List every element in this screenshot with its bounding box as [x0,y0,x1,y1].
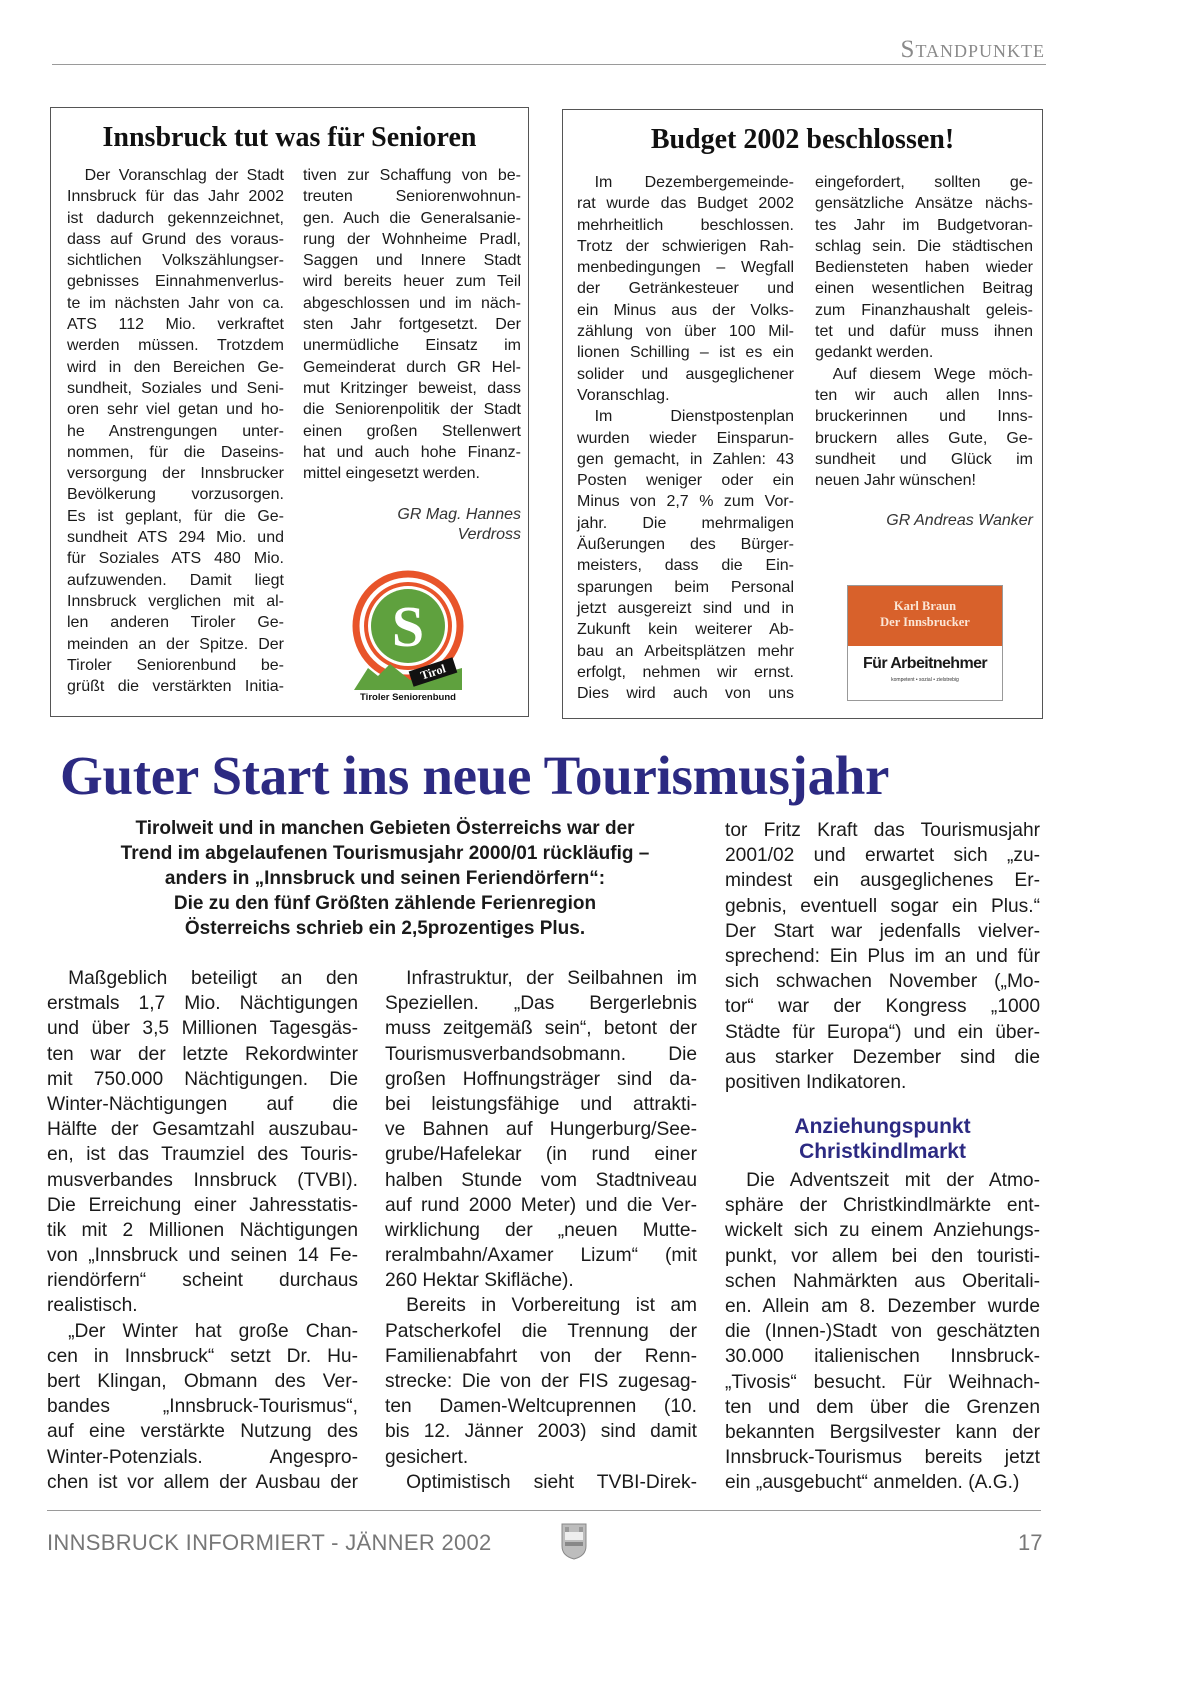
text-line: Hälfte der Gesamtzahl auszubau- [47,1119,358,1141]
text-line: Maßgeblich beteiligt an den [68,968,358,989]
text-line: sundheit und Glück im [815,450,1033,468]
ad-name: Karl Braun [893,599,957,613]
text-line: von „Innsbruck und seinen 14 Fe- [47,1245,358,1267]
text-line: unermüdliche Einsatz im [303,337,521,355]
ad-tagline: kompetent • sozial • zielstrebig [891,677,959,683]
text-line: dass auf Grund des voraus- [67,230,284,248]
text-line: Die Adventszeit mit der Atmo- [746,1170,1040,1191]
text-line: wird bereits heuer zum Teil [303,273,521,291]
text-line: Speziellen. „Das Bergerlebnis [385,993,697,1015]
text-line: 30.000 italienischen Innsbruck- [725,1346,1040,1368]
text-line: schlag sein. Die städtischen [815,237,1033,255]
text-line: strecke: Die von der FIS zugesag- [385,1371,697,1392]
text-line: gesichert. [385,1446,469,1468]
text-line: punkt, vor allem bei den touristi- [725,1245,1040,1267]
text-line: bert Klingan, Obmann des Ver- [47,1371,358,1392]
text-line: auf rund 2000 Meter) und die Ver- [385,1194,697,1216]
article-deck [45,816,725,941]
text-line: Winter-Potenzials. Angespro- [47,1446,358,1468]
text-line: realistisch. [47,1295,138,1317]
text-line: halben Stunde vom Stadtniveau [385,1169,697,1191]
text-line: Familienabfahrt von der Renn- [385,1345,697,1367]
article-column-3-top [725,818,1040,1095]
karl-braun-ad [847,585,1003,701]
subheading-line: Christkindlmarkt [799,1140,966,1163]
text-line: ATS 112 Mio. verkraftet [67,316,284,334]
text-column [303,165,521,484]
text-line: gebnis, eventuell sogar ein Plus.“ [725,895,1040,917]
text-line: he Anstrengungen unter- [67,422,284,440]
deck-line: Die zu den fünf Größten zählende Ferienregion [173,893,597,914]
ad-subtitle: Der Innsbrucker [880,615,970,629]
text-line: Der Voranschlag der Stadt [84,167,284,184]
text-line: mittel eingesetzt werden. [303,465,480,483]
text-line: bekannten Bergsilvester kann der [725,1421,1040,1443]
article-column-1 [47,966,358,1495]
ad-banner [848,586,1002,646]
signature-line: GR Mag. Hannes [397,506,521,523]
text-line: aufzuwenden. Damit liegt [67,571,284,589]
text-line: Zukunft kein weiterer Ab- [577,621,794,639]
text-line: Es ist geplant, für die Ge- [67,507,284,525]
text-line: Tiroler Seniorenbund be- [67,656,284,674]
text-line: sundheit, Soziales und Seni- [67,379,284,397]
text-line: die Seniorenpolitik der Stadt [303,401,521,419]
text-line: ve Bahnen auf Hungerburg/See- [385,1119,697,1141]
text-line: eingefordert, sollten ge- [815,174,1033,191]
svg-text:Tiroler Seniorenbund: Tiroler Seniorenbund [360,692,456,703]
text-line: ten wir auch allen Inns- [815,386,1033,404]
text-line: sich schwachen November („Mo- [725,971,1040,993]
text-line: gebnisses Einnahmenverlus- [67,273,284,291]
innsbruck-crest-icon [560,1522,588,1560]
text-line: der Getränkesteuer und [577,280,794,298]
signature-line: Verdross [457,526,521,543]
text-line: auf eine verstärkte Nutzung des [47,1421,358,1443]
text-line: Der Start war jedenfalls vielver- [725,920,1040,942]
svg-text:Tirol: Tirol [418,661,448,683]
text-line: Die Erreichung einer Jahresstatis- [47,1194,358,1216]
text-line: „Der Winter hat große Chan- [68,1320,358,1342]
section-label: Standpunkte [900,36,1045,63]
subheading-line: Anziehungspunkt [794,1115,971,1138]
text-line: meinden an der Spitze. Der [67,635,284,653]
text-line: musverbandes Innsbruck (TVBI). [47,1169,358,1191]
text-line: Optimistisch sieht TVBI-Direk- [406,1471,697,1493]
text-line: für Soziales ATS 480 Mio. [67,550,284,568]
text-line: Bediensteten haben wieder [815,259,1033,277]
text-line: treuten Seniorenwohnun- [303,188,521,206]
text-line: meisters, dass die Ein- [577,557,794,575]
article-column-2 [385,966,697,1495]
text-line: bruckern alles Gute, Ge- [815,429,1033,447]
text-line: ein Minus aus der Volks- [577,301,794,319]
text-line: ten war der letzte Rekordwinter [47,1043,358,1065]
footer-rule [47,1510,1041,1511]
text-column [577,172,794,704]
text-line: Winter-Nächtigungen auf die [47,1093,358,1115]
box-title: Innsbruck tut was für Senioren [102,122,477,153]
text-line: tik mit 2 Millionen Nächtigungen [47,1219,358,1241]
text-line: Trotz der schwierigen Rah- [577,237,794,255]
text-line: Minus von 2,7 % zum Vor- [577,493,794,511]
text-line: schen Nahmärkten aus Oberitali- [725,1270,1040,1292]
text-line: oren sehr viel getan und ho- [67,401,284,419]
publication-info: INNSBRUCK INFORMIERT - JÄNNER 2002 [47,1530,492,1555]
text-line: jetzt ausgereizt sind und in [577,599,794,617]
text-line: Voranschlag. [577,386,670,404]
text-line: einen großen Stellenwert [303,422,521,440]
text-line: Städte für Europa“) und ein über- [725,1021,1040,1043]
text-line: Dies wird auch von uns [577,685,794,703]
text-line: großen Hoffnungsträger sind da- [385,1068,697,1090]
text-line: tet und dafür muss ihnen [815,323,1033,341]
text-line: bruckerinnen und Inns- [815,408,1033,426]
text-line: Tourismusverbandsobmann. Die [385,1043,697,1065]
text-line: cen in Innsbruck“ setzt Dr. Hu- [47,1345,358,1367]
text-line: Im Dienstpostenplan [594,408,794,426]
text-line: wird in den Bereichen Ge- [67,358,284,376]
text-line: hat und auch hohe Finanz- [303,443,521,461]
text-line: gen gemacht, in Zahlen: 43 [577,450,794,468]
text-line: Innsbruck für das Jahr 2002 [67,188,284,206]
text-column [815,172,1033,491]
text-line: reralmbahn/Axamer Lizum“ (mit [385,1245,697,1267]
text-line: wickelt sich zu einem Anziehungs- [725,1220,1040,1242]
text-line: aus starker Dezember sind die [725,1046,1040,1068]
text-line: riendörfern“ scheint durchaus [47,1270,358,1292]
text-line: bei leistungsfähige und attrakti- [385,1093,697,1115]
text-line: 2001/02 und erwartet sich „zu- [725,845,1040,867]
text-line: wirklichung der „neuen Mutte- [385,1219,697,1241]
article-column-3-bottom [725,1168,1040,1495]
text-line: chen ist vor allem der Ausbau der [47,1471,358,1493]
text-line: rat wurde das Budget 2002 [577,195,794,213]
text-line: bandes „Innsbruck-Tourismus“, [47,1396,358,1418]
box-title: Budget 2002 beschlossen! [650,124,955,155]
deck-line: anders in „Innsbruck und seinen Feriendörfern“: [164,868,606,889]
text-line: Innsbruck-Tourismus bereits jetzt [725,1447,1040,1469]
text-line: zählung von über 100 Mil- [577,323,794,341]
text-line: grube/Hafelekar (in rund einer [385,1144,697,1166]
text-line: wurden wieder Einsparun- [577,429,794,447]
text-line: en. Allein am 8. Dezember wurde [725,1295,1040,1317]
text-line: abgeschlossen und im näch- [303,294,521,312]
text-line: grüßt die verstärkten Initia- [67,678,284,696]
page-number: 17 [1018,1530,1043,1555]
text-line: Infrastruktur, der Seilbahnen im [406,968,697,989]
text-line: Innsbruck verglichen mit al- [67,592,284,610]
text-line: mit 750.000 Nächtigungen. Die [47,1068,358,1090]
text-line: die (Innen-)Stadt von geschätzten [725,1321,1040,1343]
text-line: erstmals 1,7 Mio. Nächtigungen [47,993,358,1015]
text-line: rung der Wohnheime Pradl, [303,230,521,248]
text-line: sprechend: Ein Plus im an und für [725,945,1040,967]
text-line: einen wesentlichen Beitrag [815,280,1033,298]
header-rule [52,64,1046,65]
text-line: 260 Hektar Skifläche). [385,1270,574,1292]
text-line: neuen Jahr wünschen! [815,472,976,490]
text-line: Saggen und Innere Stadt [303,252,521,270]
text-line: Bevölkerung vorzusorgen. [67,486,284,504]
article-subheading [725,1114,1040,1164]
deck-line: Tirolweit und in manchen Gebieten Österreichs war der [135,818,635,839]
author-signature [815,511,1033,531]
text-line: gensätzliche Ansätze nächs- [815,195,1033,213]
text-line: und über 3,5 Millionen Tagesgäs- [47,1018,358,1040]
text-line: ein „ausgebucht“ anmelden. (A.G.) [725,1472,1020,1494]
text-line: erfolgt, nehmen wir ernst. [577,663,794,681]
text-line: tiven zur Schaffung von be- [303,167,521,184]
tiroler-seniorenbund-logo [350,568,468,703]
text-line: versorgung der Innsbrucker [67,465,284,483]
text-line: Im Dezembergemeinde- [594,174,794,191]
ad-slogan: Für Arbeitnehmer [862,655,988,672]
text-line: gedankt werden. [815,344,934,362]
text-line: gen. Auch die Generalsanie- [303,209,521,227]
text-line: te im nächsten Jahr von ca. [67,294,284,312]
text-line: ist dadurch gekennzeichnet, [67,209,284,227]
text-line: Patscherkofel die Trennung der [385,1320,697,1342]
text-line: muss zeitgemäß sein“, betont der [385,1018,697,1040]
text-line: en, ist das Traumziel des Touris- [47,1144,358,1166]
text-line: tes Jahr im Budgetvoran- [815,216,1033,234]
text-line: Posten weniger oder ein [577,472,794,490]
text-line: ten Damen-Weltcuprennen (10. [385,1396,697,1418]
text-line: zum Finanzhaushalt geleis- [815,301,1033,319]
text-line: lionen Schilling – ist es ein [577,344,794,362]
text-column [67,165,284,697]
text-line: sparungen beim Personal [577,578,794,596]
text-line: menbedingungen – Wegfall [577,259,794,277]
text-line: tor“ war der Kongress „1000 [725,996,1040,1018]
text-line: jahr. Die mehrmaligen [577,514,794,532]
text-line: Gemeinderat durch GR Hel- [303,358,521,376]
text-line: ten und dem über die Grenzen [725,1396,1040,1418]
text-line: sundheit ATS 294 Mio. und [67,529,284,547]
text-line: nommen, für die Daseins- [67,443,284,461]
text-line: bis 12. Jänner 2003) sind damit [385,1421,697,1443]
text-line: sichtlichen Volkszählungser- [67,252,284,270]
text-line: sten Jahr fortgesetzt. Der [303,316,521,334]
text-line: werden müssen. Trotzdem [67,337,284,355]
svg-text:S: S [391,594,425,659]
text-line: sphäre der Christkindlmärkte ent- [725,1195,1040,1217]
deck-line: Trend im abgelaufenen Tourismusjahr 2000/01 rückläufig – [120,843,650,864]
text-line: „Tivosis“ besucht. Für Weihnach- [725,1371,1040,1393]
text-line: len anderen Tiroler Ge- [67,614,284,632]
text-line: mindest ein ausgeglichenes Er- [725,870,1040,892]
text-line: Auf diesem Wege möch- [832,365,1033,383]
text-line: bau an Arbeitsplätzen mehr [577,642,794,660]
text-line: Bereits in Vorbereitung ist am [406,1295,697,1317]
text-line: Äußerungen des Bürger- [577,536,794,554]
author-signature [303,505,521,545]
text-line: mehrheitlich beschlossen. [577,216,794,234]
signature-line: GR Andreas Wanker [886,512,1033,529]
deck-line: Österreichs schrieb ein 2,5prozentiges Plus. [184,918,586,939]
text-line: tor Fritz Kraft das Tourismusjahr [725,820,1040,841]
article-headline: Guter Start ins neue Tourismusjahr [60,745,890,806]
text-line: mut Kritzinger beweist, dass [303,379,521,397]
text-line: positiven Indikatoren. [725,1071,907,1093]
text-line: solider und ausgeglichener [577,365,794,383]
